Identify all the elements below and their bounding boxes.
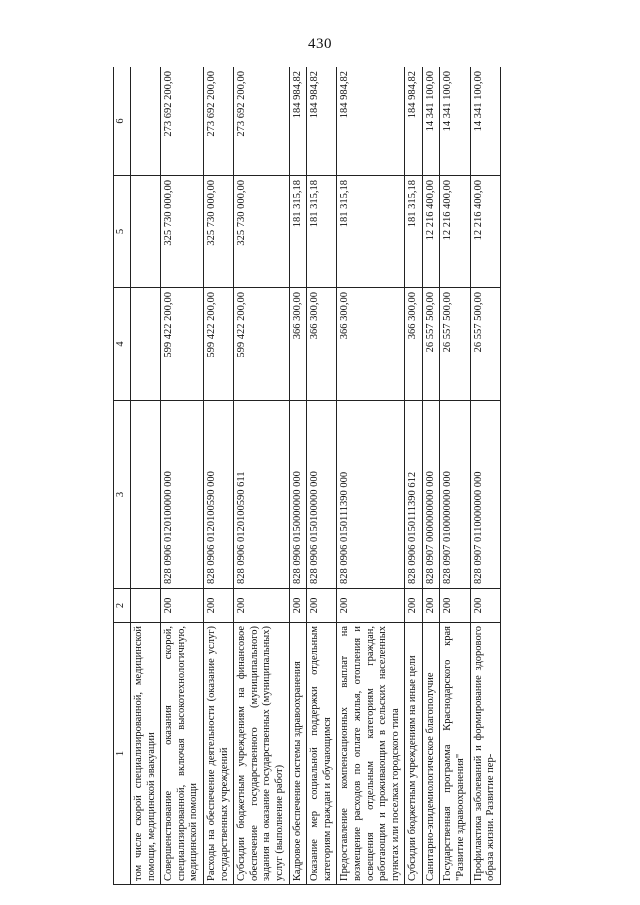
row-kbk: 828 0906 0120100000 000 bbox=[161, 401, 204, 589]
row-kbk: 828 0907 0110000000 000 bbox=[470, 401, 500, 589]
row-code: 200 bbox=[470, 589, 500, 623]
row-col5 bbox=[131, 176, 161, 288]
table-row bbox=[161, 67, 204, 885]
column-header-1: 1 bbox=[114, 623, 131, 885]
row-col6: 273 692 200,00 bbox=[234, 67, 289, 176]
table-row bbox=[131, 67, 161, 885]
row-col6: 184 984,82 bbox=[405, 67, 423, 176]
row-col5: 12 216 400,00 bbox=[422, 176, 440, 288]
table-row bbox=[470, 67, 500, 885]
row-kbk: 828 0906 0150111390 612 bbox=[405, 401, 423, 589]
row-col4 bbox=[131, 288, 161, 401]
row-col5: 325 730 000,00 bbox=[161, 176, 204, 288]
column-header-2: 2 bbox=[114, 589, 131, 623]
row-name: том числе скорой специализированной, медицинской помощи, медицинской эвакуации bbox=[131, 623, 161, 885]
row-name: Профилактика заболеваний и формирование здорового образа жизни. Развитие пер- bbox=[470, 623, 500, 885]
table-row bbox=[422, 67, 440, 885]
row-code: 200 bbox=[440, 589, 470, 623]
table-row bbox=[289, 67, 307, 885]
row-col4: 599 422 200,00 bbox=[234, 288, 289, 401]
row-col4: 26 557 500,00 bbox=[422, 288, 440, 401]
table-header-row bbox=[114, 67, 131, 885]
row-col4: 26 557 500,00 bbox=[440, 288, 470, 401]
row-name: Оказание мер социальной поддержки отдельным категориям граждан и обучающимся bbox=[307, 623, 337, 885]
table-row bbox=[307, 67, 337, 885]
table-rotated bbox=[113, 67, 610, 885]
table-row bbox=[234, 67, 289, 885]
row-col4: 599 422 200,00 bbox=[161, 288, 204, 401]
row-kbk bbox=[131, 401, 161, 589]
row-kbk: 828 0907 0000000000 000 bbox=[422, 401, 440, 589]
row-kbk: 828 0906 0120100590 000 bbox=[203, 401, 233, 589]
column-header-6: 6 bbox=[114, 67, 131, 176]
row-col6: 273 692 200,00 bbox=[161, 67, 204, 176]
row-col5: 12 216 400,00 bbox=[470, 176, 500, 288]
row-kbk: 828 0906 0120100590 611 bbox=[234, 401, 289, 589]
page-number: 430 bbox=[308, 36, 332, 52]
row-col4: 366 300,00 bbox=[337, 288, 405, 401]
row-col5: 181 315,18 bbox=[405, 176, 423, 288]
row-col6: 184 984,82 bbox=[289, 67, 307, 176]
row-code: 200 bbox=[337, 589, 405, 623]
row-kbk: 828 0906 0150111390 000 bbox=[337, 401, 405, 589]
row-code: 200 bbox=[422, 589, 440, 623]
row-kbk: 828 0906 0150100000 000 bbox=[307, 401, 337, 589]
row-code: 200 bbox=[307, 589, 337, 623]
row-col5: 12 216 400,00 bbox=[440, 176, 470, 288]
budget-table bbox=[113, 67, 501, 885]
row-col5: 181 315,18 bbox=[289, 176, 307, 288]
row-col4: 26 557 500,00 bbox=[470, 288, 500, 401]
row-code: 200 bbox=[289, 589, 307, 623]
column-header-3: 3 bbox=[114, 401, 131, 589]
table-row bbox=[203, 67, 233, 885]
row-col4: 366 300,00 bbox=[307, 288, 337, 401]
row-col4: 366 300,00 bbox=[289, 288, 307, 401]
row-name: Субсидии бюджетным учреждениям на иные цели bbox=[405, 623, 423, 885]
table-row bbox=[405, 67, 423, 885]
row-name: Расходы на обеспечение деятельности (оказание услуг) государственных учреждений bbox=[203, 623, 233, 885]
row-col6: 273 692 200,00 bbox=[203, 67, 233, 176]
row-col6: 14 341 100,00 bbox=[422, 67, 440, 176]
row-col6: 184 984,82 bbox=[337, 67, 405, 176]
row-kbk: 828 0906 0150000000 000 bbox=[289, 401, 307, 589]
row-kbk: 828 0907 0100000000 000 bbox=[440, 401, 470, 589]
column-header-5: 5 bbox=[114, 176, 131, 288]
row-col4: 366 300,00 bbox=[405, 288, 423, 401]
row-code: 200 bbox=[234, 589, 289, 623]
row-col5: 181 315,18 bbox=[337, 176, 405, 288]
row-col4: 599 422 200,00 bbox=[203, 288, 233, 401]
row-code: 200 bbox=[203, 589, 233, 623]
row-col5: 325 730 000,00 bbox=[234, 176, 289, 288]
row-code: 200 bbox=[161, 589, 204, 623]
row-name: Совершенствование оказания скорой, специализированной, включая высокотехнологичную, медицинской помощи bbox=[161, 623, 204, 885]
row-col6: 14 341 100,00 bbox=[470, 67, 500, 176]
row-name: Кадровое обеспечение системы здравоохранения bbox=[289, 623, 307, 885]
table-row bbox=[440, 67, 470, 885]
table-rotated-container bbox=[113, 67, 610, 885]
row-code: 200 bbox=[405, 589, 423, 623]
row-code bbox=[131, 589, 161, 623]
row-col5: 325 730 000,00 bbox=[203, 176, 233, 288]
row-col5: 181 315,18 bbox=[307, 176, 337, 288]
row-name: Санитарно-эпидемиологическое благополучие bbox=[422, 623, 440, 885]
row-col6: 14 341 100,00 bbox=[440, 67, 470, 176]
row-name: Предоставление компенсационных выплат на возмещение расходов по оплате жилья, отопления и освещения отдельным категориям граждан, работающим и проживающим в сельских населенных пунктах или поселках городского типа bbox=[337, 623, 405, 885]
row-col6 bbox=[131, 67, 161, 176]
row-col6: 184 984,82 bbox=[307, 67, 337, 176]
column-header-4: 4 bbox=[114, 288, 131, 401]
row-name: Субсидии бюджетным учреждениям на финансовое обеспечение государственного (муниципального) задания на оказание государственных (муниципальных) услуг (выполнение работ) bbox=[234, 623, 289, 885]
table-row bbox=[337, 67, 405, 885]
row-name: Государственная программа Краснодарского края "Развитие здравоохранения" bbox=[440, 623, 470, 885]
